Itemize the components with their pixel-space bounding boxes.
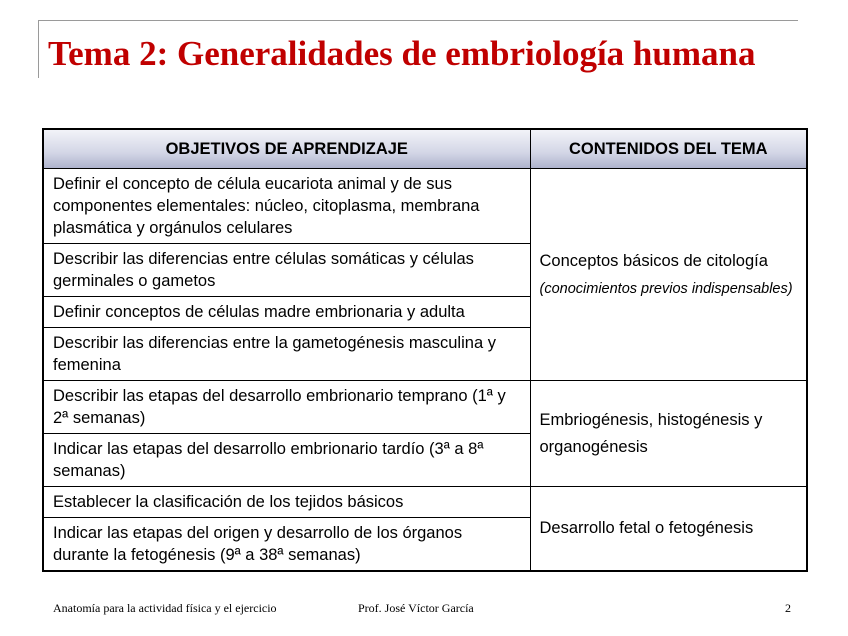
- table-row: [43, 381, 807, 434]
- table-row: [43, 487, 807, 518]
- objective-cell: Definir conceptos de células madre embrionaria y adulta: [43, 297, 530, 328]
- objective-cell: Indicar las etapas del origen y desarrollo de los órganos durante la fetogénesis (9ª a 38ª semanas): [43, 518, 530, 571]
- objective-cell: Describir las diferencias entre células somáticas y células germinales o gametos: [43, 244, 530, 297]
- header-objectives: OBJETIVOS DE APRENDIZAJE: [43, 129, 530, 169]
- left-rule: [38, 20, 39, 78]
- objectives-table: [42, 128, 808, 572]
- footer-course: Anatomía para la actividad física y el ejercicio: [53, 601, 277, 615]
- objective-cell: Indicar las etapas del desarrollo embrionario tardío (3ª a 8ª semanas): [43, 434, 530, 487]
- page-number: 2: [785, 601, 791, 615]
- content-cell: Embriogénesis, histogénesis y organogénesis: [530, 381, 807, 487]
- table-header-row: [43, 129, 807, 169]
- content-cell: Desarrollo fetal o fetogénesis: [530, 487, 807, 571]
- table-row: [43, 169, 807, 244]
- content-main: Conceptos básicos de citología: [539, 251, 768, 270]
- objective-cell: Establecer la clasificación de los tejidos básicos: [43, 487, 530, 518]
- header-contents: CONTENIDOS DEL TEMA: [530, 129, 807, 169]
- content-note: (conocimientos previos indispensables): [539, 280, 793, 297]
- content-cell: [530, 169, 807, 381]
- top-rule: [38, 20, 798, 21]
- objective-cell: Definir el concepto de célula eucariota animal y de sus componentes elementales: núcleo, citoplasma, membrana plasmática y orgánulos celulares: [43, 169, 530, 244]
- objective-cell: Describir las etapas del desarrollo embrionario temprano (1ª y 2ª semanas): [43, 381, 530, 434]
- objectives-table-container: [42, 128, 808, 572]
- slide-title: Tema 2: Generalidades de embriología humana: [48, 34, 756, 73]
- footer-author: Prof. José Víctor García: [358, 601, 474, 615]
- objective-cell: Describir las diferencias entre la gametogénesis masculina y femenina: [43, 328, 530, 381]
